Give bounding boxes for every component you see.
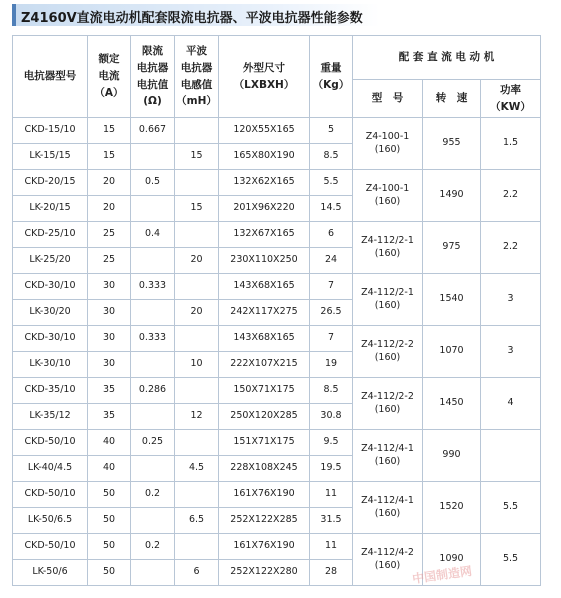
header-motor-model: 型 号 <box>353 80 423 118</box>
cell-weight: 14.5 <box>310 196 353 222</box>
cell-current: 35 <box>88 378 131 404</box>
table-row <box>13 274 541 300</box>
cell-size: 242X117X275 <box>219 300 310 326</box>
header-inductance: 平波 电抗器 电感值 （mH） <box>175 36 219 118</box>
cell-size: 201X96X220 <box>219 196 310 222</box>
cell-motor-model: Z4-112/4-2 (160) <box>353 534 423 586</box>
cell-resistance: 0.2 <box>131 482 175 508</box>
cell-weight: 8.5 <box>310 378 353 404</box>
cell-inductance <box>175 118 219 144</box>
cell-weight: 31.5 <box>310 508 353 534</box>
cell-inductance: 15 <box>175 144 219 170</box>
cell-inductance: 12 <box>175 404 219 430</box>
cell-current: 30 <box>88 326 131 352</box>
cell-motor-model: Z4-112/4-1 (160) <box>353 430 423 482</box>
cell-resistance <box>131 404 175 430</box>
header-power: 功率 （KW） <box>481 80 541 118</box>
cell-speed: 1490 <box>423 170 481 222</box>
cell-inductance <box>175 170 219 196</box>
cell-model: CKD-30/10 <box>13 326 88 352</box>
cell-size: 252X122X280 <box>219 560 310 586</box>
table-row <box>13 118 541 144</box>
cell-weight: 7 <box>310 274 353 300</box>
table-row <box>13 222 541 248</box>
cell-size: 143X68X165 <box>219 326 310 352</box>
header-weight: 重量 （Kg） <box>310 36 353 118</box>
table-row <box>13 326 541 352</box>
cell-power: 2.2 <box>481 222 541 274</box>
cell-motor-model: Z4-112/2-1 (160) <box>353 222 423 274</box>
cell-current: 15 <box>88 144 131 170</box>
cell-inductance: 6 <box>175 560 219 586</box>
cell-weight: 28 <box>310 560 353 586</box>
cell-weight: 11 <box>310 482 353 508</box>
page-title: Z4160V直流电动机配套限流电抗器、平波电抗器性能参数 <box>21 11 363 26</box>
header-resistance: 限流 电抗器 电抗值 (Ω) <box>131 36 175 118</box>
cell-size: 222X107X215 <box>219 352 310 378</box>
cell-model: CKD-50/10 <box>13 430 88 456</box>
cell-current: 40 <box>88 456 131 482</box>
cell-resistance: 0.333 <box>131 326 175 352</box>
cell-resistance: 0.333 <box>131 274 175 300</box>
cell-resistance <box>131 248 175 274</box>
cell-motor-model: Z4-112/4-1 (160) <box>353 482 423 534</box>
cell-motor-model: Z4-100-1 (160) <box>353 118 423 170</box>
cell-power: 1.5 <box>481 118 541 170</box>
cell-inductance <box>175 378 219 404</box>
cell-weight: 5.5 <box>310 170 353 196</box>
header-size: 外型尺寸 （LXBXH） <box>219 36 310 118</box>
cell-size: 230X110X250 <box>219 248 310 274</box>
cell-model: CKD-15/10 <box>13 118 88 144</box>
table-row <box>13 482 541 508</box>
table-body <box>13 118 541 586</box>
cell-size: 161X76X190 <box>219 534 310 560</box>
cell-current: 40 <box>88 430 131 456</box>
header-motor-group: 配 套 直 流 电 动 机 <box>353 36 541 80</box>
cell-weight: 6 <box>310 222 353 248</box>
cell-weight: 8.5 <box>310 144 353 170</box>
cell-model: CKD-20/15 <box>13 170 88 196</box>
cell-motor-model: Z4-112/2-2 (160) <box>353 378 423 430</box>
cell-power: 4 <box>481 378 541 430</box>
cell-speed: 975 <box>423 222 481 274</box>
watermark: 中国制造网 <box>411 563 473 587</box>
cell-weight: 11 <box>310 534 353 560</box>
cell-power: 3 <box>481 326 541 378</box>
table-row <box>13 170 541 196</box>
cell-speed: 1090 <box>423 534 481 586</box>
cell-model: LK-30/10 <box>13 352 88 378</box>
cell-resistance <box>131 300 175 326</box>
cell-weight: 24 <box>310 248 353 274</box>
cell-resistance <box>131 352 175 378</box>
table-row <box>13 430 541 456</box>
cell-inductance <box>175 430 219 456</box>
header-speed: 转 速 <box>423 80 481 118</box>
cell-size: 165X80X190 <box>219 144 310 170</box>
cell-size: 250X120X285 <box>219 404 310 430</box>
cell-current: 50 <box>88 534 131 560</box>
cell-current: 20 <box>88 170 131 196</box>
cell-inductance <box>175 534 219 560</box>
cell-model: LK-50/6.5 <box>13 508 88 534</box>
cell-inductance <box>175 274 219 300</box>
cell-current: 30 <box>88 300 131 326</box>
cell-weight: 7 <box>310 326 353 352</box>
cell-speed: 955 <box>423 118 481 170</box>
cell-resistance <box>131 144 175 170</box>
cell-inductance: 4.5 <box>175 456 219 482</box>
cell-power: 3 <box>481 274 541 326</box>
cell-model: CKD-50/10 <box>13 482 88 508</box>
cell-speed: 1520 <box>423 482 481 534</box>
cell-current: 50 <box>88 508 131 534</box>
cell-model: LK-25/20 <box>13 248 88 274</box>
cell-resistance: 0.2 <box>131 534 175 560</box>
cell-size: 132X62X165 <box>219 170 310 196</box>
cell-resistance: 0.25 <box>131 430 175 456</box>
cell-size: 143X68X165 <box>219 274 310 300</box>
cell-resistance <box>131 196 175 222</box>
cell-model: LK-50/6 <box>13 560 88 586</box>
cell-model: CKD-50/10 <box>13 534 88 560</box>
cell-current: 30 <box>88 274 131 300</box>
cell-power <box>481 430 541 482</box>
header-model: 电抗器型号 <box>13 36 88 118</box>
cell-model: CKD-30/10 <box>13 274 88 300</box>
cell-resistance: 0.286 <box>131 378 175 404</box>
cell-model: LK-40/4.5 <box>13 456 88 482</box>
table-row <box>13 534 541 560</box>
cell-model: CKD-25/10 <box>13 222 88 248</box>
table-row <box>13 378 541 404</box>
cell-motor-model: Z4-100-1 (160) <box>353 170 423 222</box>
cell-speed: 1450 <box>423 378 481 430</box>
cell-model: CKD-35/10 <box>13 378 88 404</box>
cell-size: 151X71X175 <box>219 430 310 456</box>
cell-model: LK-15/15 <box>13 144 88 170</box>
cell-current: 50 <box>88 482 131 508</box>
cell-model: LK-20/15 <box>13 196 88 222</box>
cell-resistance: 0.667 <box>131 118 175 144</box>
cell-size: 132X67X165 <box>219 222 310 248</box>
cell-inductance: 20 <box>175 248 219 274</box>
cell-inductance <box>175 482 219 508</box>
cell-current: 35 <box>88 404 131 430</box>
cell-weight: 9.5 <box>310 430 353 456</box>
cell-inductance: 10 <box>175 352 219 378</box>
cell-current: 50 <box>88 560 131 586</box>
cell-current: 20 <box>88 196 131 222</box>
cell-model: LK-35/12 <box>13 404 88 430</box>
cell-power: 2.2 <box>481 170 541 222</box>
cell-resistance: 0.5 <box>131 170 175 196</box>
cell-motor-model: Z4-112/2-2 (160) <box>353 326 423 378</box>
spec-table <box>12 35 541 586</box>
cell-motor-model: Z4-112/2-1 (160) <box>353 274 423 326</box>
cell-speed: 1070 <box>423 326 481 378</box>
cell-weight: 30.8 <box>310 404 353 430</box>
cell-current: 30 <box>88 352 131 378</box>
cell-speed: 990 <box>423 430 481 482</box>
cell-current: 15 <box>88 118 131 144</box>
cell-weight: 19 <box>310 352 353 378</box>
cell-inductance <box>175 222 219 248</box>
cell-weight: 19.5 <box>310 456 353 482</box>
cell-inductance: 20 <box>175 300 219 326</box>
cell-size: 228X108X245 <box>219 456 310 482</box>
cell-size: 120X55X165 <box>219 118 310 144</box>
cell-resistance <box>131 456 175 482</box>
cell-speed: 1540 <box>423 274 481 326</box>
cell-resistance <box>131 508 175 534</box>
cell-model: LK-30/20 <box>13 300 88 326</box>
cell-current: 25 <box>88 248 131 274</box>
cell-weight: 5 <box>310 118 353 144</box>
cell-resistance <box>131 560 175 586</box>
header-current: 额定 电流 （A） <box>88 36 131 118</box>
cell-size: 161X76X190 <box>219 482 310 508</box>
cell-power: 5.5 <box>481 534 541 586</box>
cell-inductance <box>175 326 219 352</box>
cell-current: 25 <box>88 222 131 248</box>
cell-size: 150X71X175 <box>219 378 310 404</box>
cell-power: 5.5 <box>481 482 541 534</box>
cell-size: 252X122X285 <box>219 508 310 534</box>
cell-inductance: 15 <box>175 196 219 222</box>
cell-weight: 26.5 <box>310 300 353 326</box>
title-bar <box>12 4 380 26</box>
cell-inductance: 6.5 <box>175 508 219 534</box>
cell-resistance: 0.4 <box>131 222 175 248</box>
